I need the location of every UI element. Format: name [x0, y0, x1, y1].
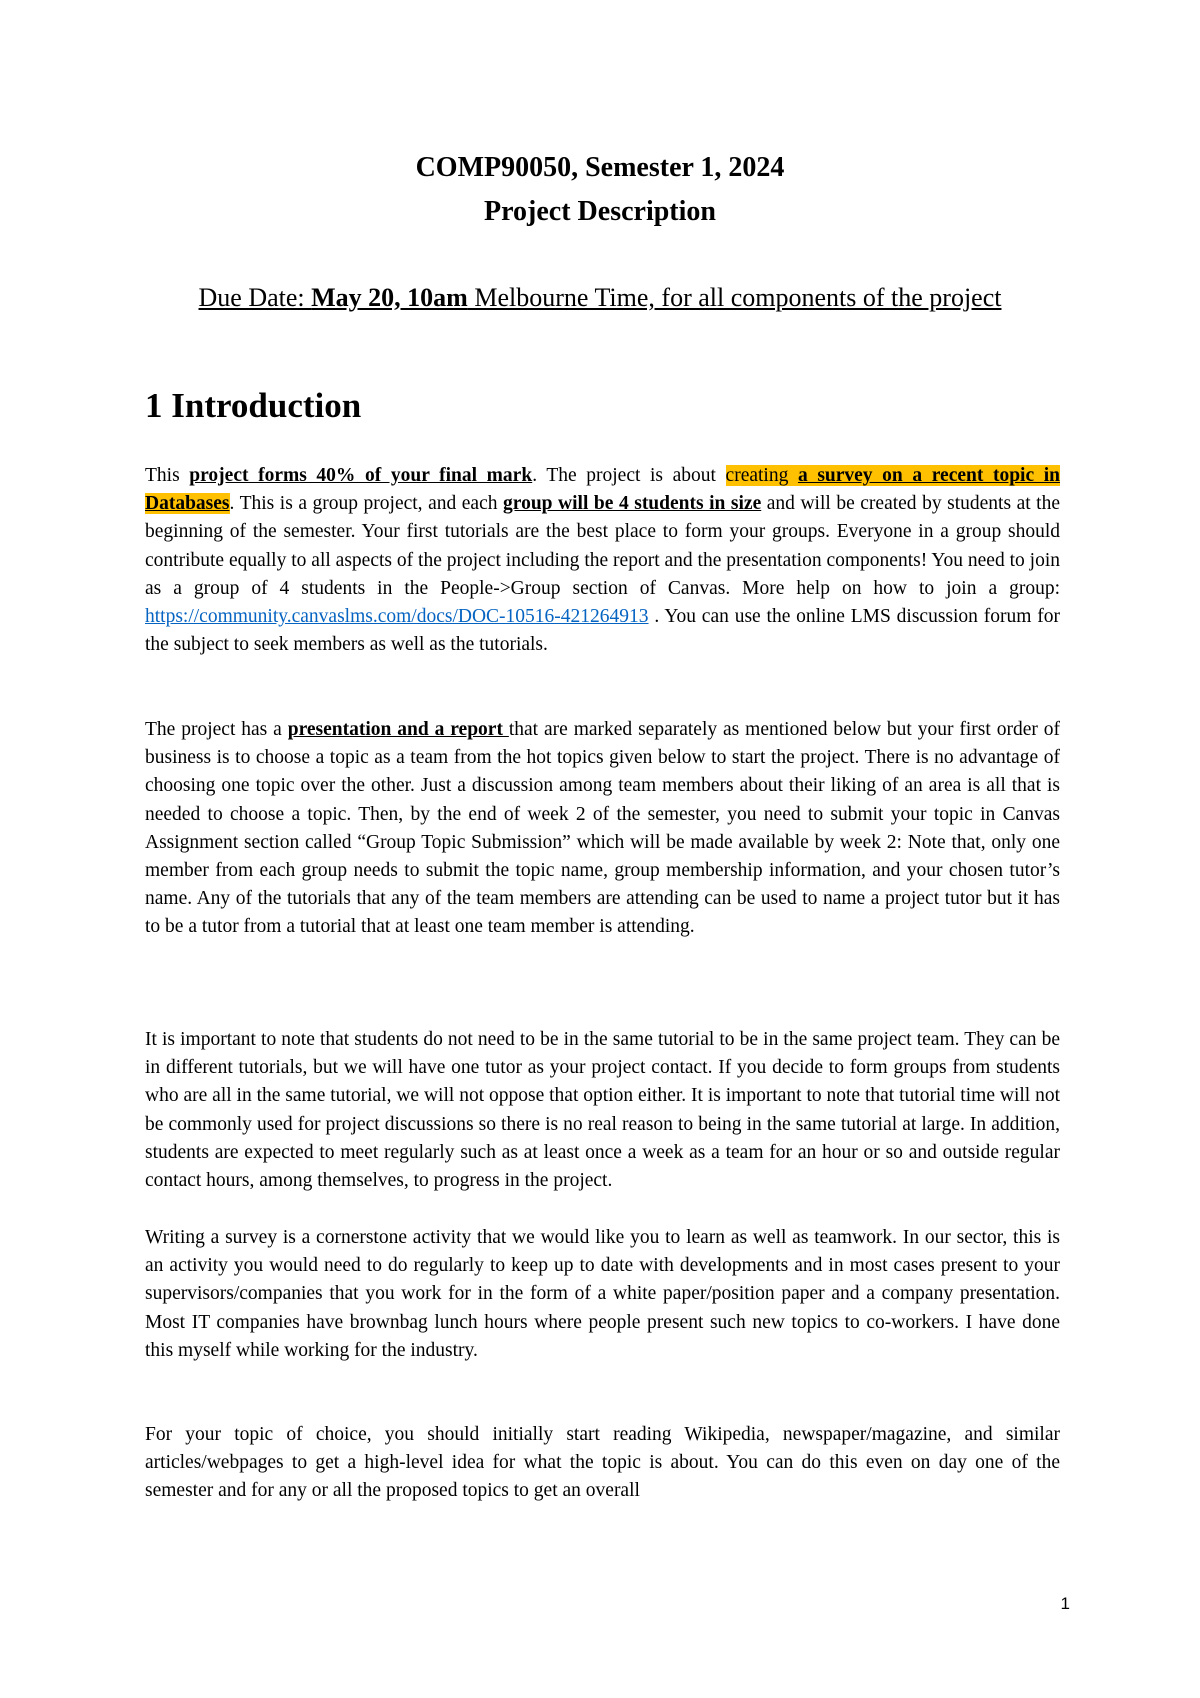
- intro-paragraph-3: It is important to note that students do not need to be in the same tutorial to be in the same project team. They can be in different tutorials, but we will have one tutor as your project contact. If you decide to form groups from students who are all in the same tutorial, we will not oppose that option either. It is important to note that tutorial time will not be commonly used for project discussions so there is no real reason to being in the same tutorial at large. In addition, students are expected to meet regularly such as at least once a week as a team for an hour or so and outside regular contact hours, among themselves, to progress in the project.: [145, 1029, 1060, 1192]
- course-line: COMP90050, Semester 1, 2024: [415, 152, 785, 183]
- due-date-suffix: Melbourne Time, for all components of the project: [467, 283, 1002, 312]
- page-number: 1: [1060, 1594, 1070, 1613]
- text-run: and will be created by students at the beginning of the semester. Your first tutorials are the best place to form your groups. Everyone in a group should contribute equally to all aspects of the project including the report and the presentation components! You need to join as a group of 4 students in the People->Group section of Canvas. More help on how to join a group:: [145, 493, 1060, 599]
- emphasis-group-size: group will be 4 students in size: [503, 493, 762, 515]
- section-heading-introduction: 1 Introduction: [145, 386, 362, 425]
- text-run: . The project is about: [532, 465, 726, 486]
- text-run: This: [145, 465, 190, 486]
- highlight-survey-topic: a survey on a recent topic in Databases: [145, 465, 1060, 515]
- due-date-line: [150, 280, 1050, 316]
- due-date-value: May 20, 10am: [311, 283, 468, 312]
- text-run: that are marked separately as mentioned below but your first order of business is to choose a topic as a team from the hot topics given below to start the project. There is no advantage of choosing one topic over the other. Just a discussion among team members about their liking of an area is all that is needed to choose a topic. Then, by the end of week 2 of the semester, you need to submit your topic in Canvas Assignment section called “Group Topic Submission” which will be made available by week 2: Note that, only one member from each group needs to submit the topic name, group membership information, and your chosen tutor’s name. Any of the tutorials that any of the team members are attending can be used to name a project tutor but it has to be a tutor from a tutorial that at least one team member is attending.: [145, 719, 1060, 938]
- canvas-group-help-link[interactable]: https://community.canvaslms.com/docs/DOC-10516-421264913: [145, 606, 649, 628]
- emphasis-final-mark: project forms 40% of your final mark: [189, 465, 533, 486]
- intro-paragraph-2: [145, 716, 1060, 942]
- intro-paragraph-5: For your topic of choice, you should initially start reading Wikipedia, newspaper/magazine, and similar articles/webpages to get a high-level idea for what the topic is about. You can do this even on day one of the semester and for any or all the proposed topics to get an overall: [145, 1424, 1060, 1502]
- intro-paragraph-4: Writing a survey is a cornerstone activity that we would like you to learn as well as teamwork. In our sector, this is an activity you would need to do regularly to keep up to date with developments and in most cases present to your supervisors/companies that you work for in the form of a white paper/position paper and a company presentation. Most IT companies have brownbag lunch hours where people present such new topics to co-workers. I have done this myself while working for the industry.: [145, 1227, 1060, 1361]
- due-date-prefix: Due Date:: [198, 283, 312, 312]
- text-run: . This is a group project, and each: [229, 493, 504, 515]
- emphasis-presentation-report: presentation and a report: [287, 719, 509, 740]
- page-title: Project Description: [484, 196, 716, 227]
- text-run: The project has a: [145, 719, 288, 740]
- text-run: . You can use the online LMS discussion forum for the subject to seek members as well as the tutorials.: [145, 606, 1060, 656]
- title-block: [0, 146, 1200, 234]
- intro-paragraph-1: [145, 462, 1060, 659]
- highlight-creating: creating: [725, 465, 798, 486]
